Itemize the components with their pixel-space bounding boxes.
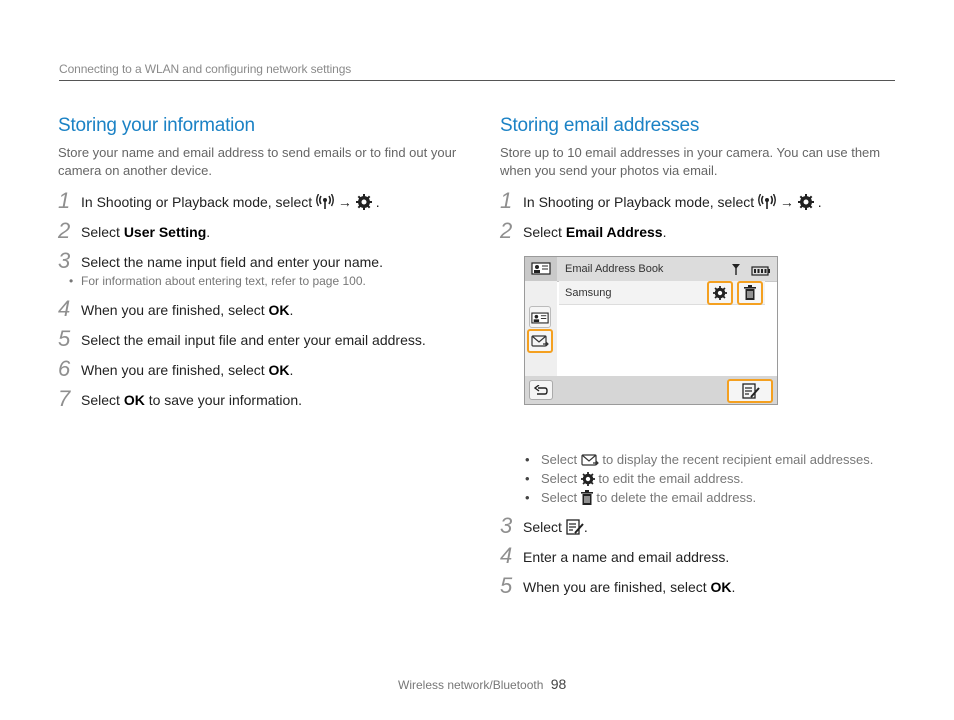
trash-icon <box>744 285 756 305</box>
new-entry-button[interactable] <box>727 379 773 403</box>
step-bold: OK <box>268 302 290 318</box>
address-book-button[interactable] <box>529 306 551 328</box>
screen-sidebar <box>525 281 557 376</box>
wireless-icon <box>316 194 334 213</box>
left-column <box>58 115 458 422</box>
address-book-tab[interactable] <box>525 257 557 281</box>
left-intro: Store your name and email address to send emails or to find out your camera on another device. <box>58 145 457 178</box>
gear-icon <box>798 194 814 213</box>
step-text: When you are finished, select <box>81 362 269 378</box>
step-text: Select the name input field and enter your name. <box>81 254 383 270</box>
step-number: 7 <box>58 386 71 411</box>
new-entry-icon <box>742 383 760 404</box>
left-title: Storing your information <box>58 115 255 136</box>
bullet-text: Select <box>541 490 578 505</box>
bullet-recent <box>525 450 890 469</box>
left-step-6 <box>58 356 458 392</box>
step-number: 2 <box>500 218 513 243</box>
step-number: 6 <box>58 356 71 381</box>
arrow-text: → <box>337 194 352 210</box>
step-text: In Shooting or Playback mode, select <box>523 194 755 210</box>
step-number: 5 <box>58 326 71 351</box>
envelope-icon <box>531 335 549 353</box>
bullet-text: Select <box>541 452 578 467</box>
step-text-end: . <box>289 362 294 378</box>
address-entry-row[interactable] <box>559 281 765 305</box>
step-bold: OK <box>268 362 290 378</box>
camera-screen <box>524 256 778 405</box>
step-number: 3 <box>58 248 71 273</box>
step-text-end: . <box>206 224 211 240</box>
arrow-text: → <box>779 194 794 210</box>
bullet-delete <box>525 488 890 507</box>
step-text: When you are finished, select <box>81 302 269 318</box>
recent-recipients-button[interactable] <box>527 329 553 353</box>
right-step-5 <box>500 573 890 609</box>
gear-icon <box>713 286 727 305</box>
left-step-4 <box>58 296 458 332</box>
left-step-7 <box>58 386 458 422</box>
screen-bottombar <box>525 376 777 404</box>
screen-title: Email Address Book <box>565 263 664 275</box>
step-text: Select the email input file and enter your email address. <box>81 332 426 348</box>
step-text-end: . <box>662 224 667 240</box>
signal-icon <box>731 262 741 280</box>
edit-button[interactable] <box>707 281 733 305</box>
page-number: 98 <box>550 676 567 692</box>
bullet-text-end: to delete the email address. <box>596 490 757 505</box>
step-text: Select <box>81 392 124 408</box>
step-note: • For information about entering text, refer to page 100. <box>65 274 458 288</box>
step-text-end: . <box>583 519 588 535</box>
step-number: 2 <box>58 218 71 243</box>
right-title: Storing email addresses <box>500 115 700 136</box>
step-bold: OK <box>710 579 732 595</box>
step-text: Enter a name and email address. <box>523 549 730 565</box>
entry-name: Samsung <box>565 287 612 299</box>
step-text: Select <box>81 224 124 240</box>
step-text: Select <box>523 224 566 240</box>
bullet-text-end: to display the recent recipient email addresses. <box>602 452 874 467</box>
left-step-1 <box>58 188 458 224</box>
step-bold: OK <box>123 392 145 408</box>
right-step-1 <box>500 188 890 224</box>
screen-titlebar <box>525 257 777 282</box>
new-entry-icon <box>566 519 584 538</box>
bullet-text-end: to edit the email address. <box>598 471 744 486</box>
gear-icon <box>356 194 372 213</box>
bullet-text: Select <box>541 471 578 486</box>
wireless-icon <box>758 194 776 213</box>
battery-icon <box>751 263 771 281</box>
step-number: 1 <box>500 188 513 213</box>
step-number: 5 <box>500 573 513 598</box>
left-step-2 <box>58 218 458 254</box>
right-step-2 <box>500 218 890 254</box>
right-step-4 <box>500 543 890 579</box>
step-text-end: . <box>817 194 822 210</box>
bullet-edit <box>525 469 890 488</box>
step-text-end: . <box>731 579 736 595</box>
left-step-5 <box>58 326 458 362</box>
step-number: 3 <box>500 513 513 538</box>
step-number: 4 <box>58 296 71 321</box>
header-divider <box>59 80 895 81</box>
trash-icon <box>581 490 593 510</box>
section-header: Connecting to a WLAN and configuring network settings <box>59 62 352 76</box>
step-bold: User Setting <box>123 224 207 240</box>
address-book-icon <box>531 262 551 280</box>
left-step-3 <box>58 248 458 302</box>
delete-button[interactable] <box>737 281 763 305</box>
address-book-icon <box>531 311 549 329</box>
right-intro: Store up to 10 email addresses in your camera. You can use them when you send your photos via email. <box>500 145 881 178</box>
right-step-3 <box>500 513 890 549</box>
step-text: When you are finished, select <box>523 579 711 595</box>
back-button[interactable] <box>529 380 553 400</box>
back-arrow-icon <box>534 384 548 402</box>
step-text: In Shooting or Playback mode, select <box>81 194 313 210</box>
step-text-end: to save your information. <box>144 392 302 408</box>
step-number: 4 <box>500 543 513 568</box>
step-text-end: . <box>289 302 294 318</box>
page-footer <box>398 676 566 692</box>
footer-label: Wireless network/Bluetooth <box>398 678 544 692</box>
step-bold: Email Address <box>565 224 663 240</box>
step-number: 1 <box>58 188 71 213</box>
step-text: Select <box>523 519 562 535</box>
step-text-end: . <box>375 194 380 210</box>
